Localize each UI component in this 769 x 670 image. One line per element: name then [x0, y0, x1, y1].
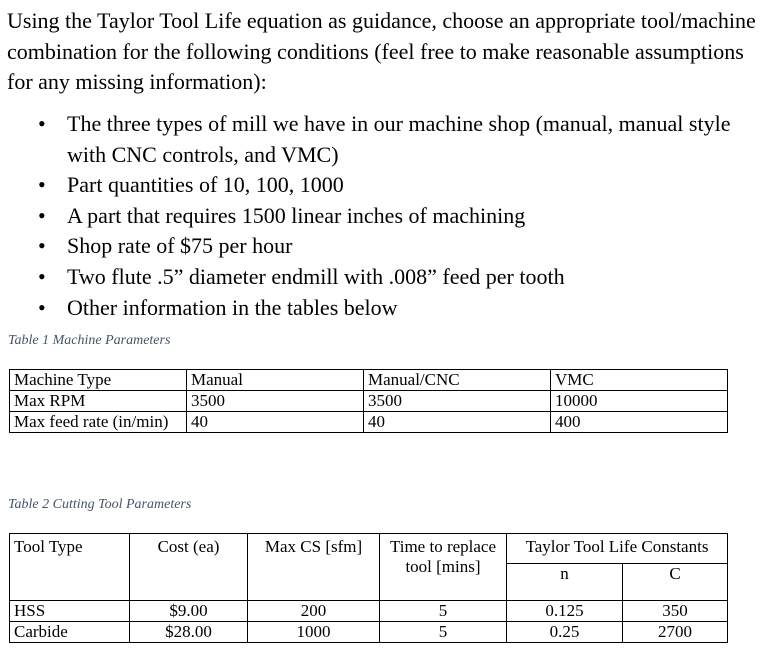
table-cell: $9.00	[130, 601, 248, 622]
table-cell: 3500	[364, 391, 551, 412]
bullet-icon: •	[38, 233, 46, 259]
list-item	[7, 293, 769, 324]
bullet-icon: •	[38, 111, 46, 136]
table-row	[10, 370, 728, 391]
table-header-row	[10, 534, 728, 564]
list-item-text: Two flute .5” diameter endmill with .008” feed per tooth	[67, 263, 565, 289]
table-cell: 0.125	[507, 601, 623, 622]
table-cell: 3500	[187, 391, 364, 412]
table-cell: 200	[248, 601, 380, 622]
table-cell: 0.25	[507, 622, 623, 643]
column-header-taylor-constants: Taylor Tool Life Constants	[507, 534, 728, 564]
table-cell: 5	[380, 622, 507, 643]
list-item	[7, 262, 769, 293]
column-header-time-to-replace: Time to replace tool [mins]	[380, 534, 507, 601]
machine-parameters-table	[9, 369, 728, 433]
column-header-c: C	[623, 564, 728, 601]
list-item-text: Shop rate of $75 per hour	[67, 233, 293, 259]
table-cell: Max RPM	[10, 391, 187, 412]
table-cell: $28.00	[130, 622, 248, 643]
table-cell: Max feed rate (in/min)	[10, 412, 187, 433]
table-cell: Carbide	[10, 622, 130, 643]
table-cell: 10000	[551, 391, 728, 412]
cutting-tool-parameters-table	[9, 533, 728, 643]
table-cell: Manual/CNC	[364, 370, 551, 391]
list-item	[7, 109, 769, 170]
list-item-text: A part that requires 1500 linear inches of machining	[67, 202, 526, 228]
bullet-icon: •	[38, 294, 46, 320]
table-cell: 2700	[623, 622, 728, 643]
bullet-icon: •	[38, 263, 46, 289]
column-header-max-cs: Max CS [sfm]	[248, 534, 380, 601]
table-row	[10, 391, 728, 412]
list-item	[7, 170, 769, 201]
table-cell: 1000	[248, 622, 380, 643]
table-cell: 5	[380, 601, 507, 622]
bullet-icon: •	[38, 202, 46, 228]
list-item	[7, 231, 769, 262]
list-item-text: Other information in the tables below	[67, 294, 398, 320]
conditions-list	[7, 109, 769, 323]
list-item-text: The three types of mill we have in our machine shop (manual, manual style with CNC controls, and VMC)	[67, 111, 731, 167]
table-cell: 400	[551, 412, 728, 433]
table-cell: Machine Type	[10, 370, 187, 391]
list-item	[7, 201, 769, 232]
table-row	[10, 622, 728, 643]
list-item-text: Part quantities of 10, 100, 1000	[67, 172, 344, 198]
table-cell: 350	[623, 601, 728, 622]
table2-caption: Table 2 Cutting Tool Parameters	[8, 497, 192, 512]
table-cell: HSS	[10, 601, 130, 622]
table-cell: 40	[187, 412, 364, 433]
table-row	[10, 601, 728, 622]
column-header-cost: Cost (ea)	[130, 534, 248, 601]
table1-caption: Table 1 Machine Parameters	[8, 333, 171, 348]
table-row	[10, 412, 728, 433]
column-header-tool-type: Tool Type	[10, 534, 130, 601]
table-cell: 40	[364, 412, 551, 433]
column-header-n: n	[507, 564, 623, 601]
bullet-icon: •	[38, 172, 46, 198]
table-cell: VMC	[551, 370, 728, 391]
question-intro: Using the Taylor Tool Life equation as guidance, choose an appropriate tool/machine combination for the following conditions (feel free to make reasonable assumptions for any missing information):	[7, 8, 756, 94]
table-cell: Manual	[187, 370, 364, 391]
